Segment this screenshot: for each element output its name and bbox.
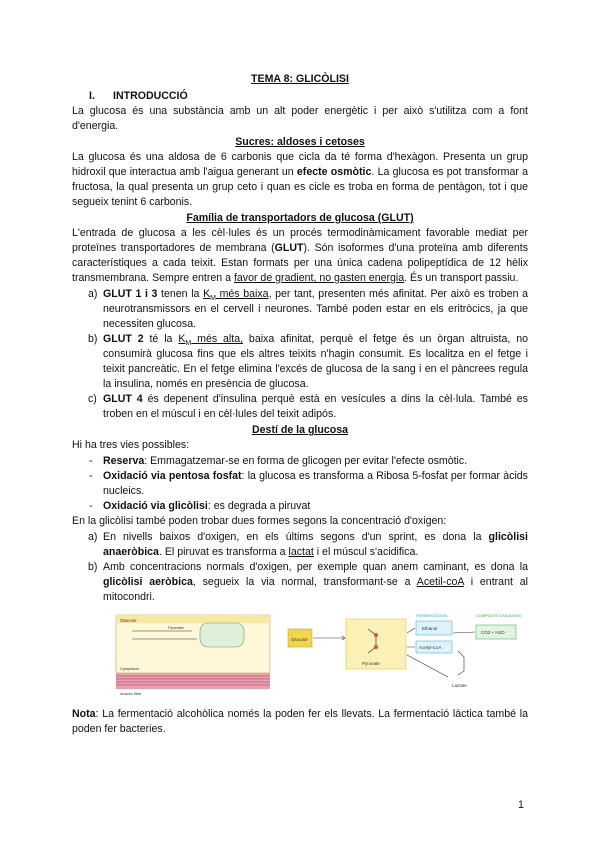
text-run: i el múscul s'acidifica. [313, 546, 419, 558]
text-run: ). Són isoformes d'una proteïna amb diferents característiques a cada teixit. Estan formats per una única cadena polipeptídica de 12 hèlix transmembrana. Sempre entren a [72, 242, 528, 284]
km-symbol: K [178, 333, 186, 345]
bold-term: GLUT 2 [103, 333, 144, 345]
pyruvate-fates-panel [288, 613, 521, 688]
destiny-heading: Destí de la glucosa [252, 424, 348, 436]
text-run: En nivells baixos d'oxigen, en els últims segons d'un sprint, es dona la [103, 531, 489, 543]
bold-term: Reserva [103, 455, 145, 467]
cytoplasm-label: Cytoplasm [120, 666, 139, 671]
ethanol-label: Ethanol [422, 626, 438, 631]
text-run: té la [143, 333, 179, 345]
intro-paragraph: La glucosa és una substància amb un alt poder energètic i per això s'utilitza com a font d'energia. [72, 105, 528, 132]
sugars-paragraph [72, 150, 528, 210]
text-run: : Emmagatzemar-se en forma de glicogen per evitar l'efecte osmòtic. [144, 455, 468, 467]
pyruvate-center-label: Pyruvate [362, 661, 380, 666]
section-title: INTRODUCCIÓ [113, 90, 188, 102]
list-item [72, 469, 528, 499]
list-item [72, 332, 528, 392]
note-paragraph [72, 707, 528, 737]
list-item [72, 454, 528, 469]
text-run: : La fermentació alcohòlica només la poden fer els llevats. La fermentació làctica també la poden fer bacteries. [72, 708, 528, 735]
list-item [72, 499, 528, 514]
bold-term: efecte osmòtic [296, 166, 372, 178]
list-item [72, 530, 528, 560]
oxidation-label: COMPLETE OXIDATION [476, 613, 521, 618]
bold-term: GLUT 1 i 3 [103, 288, 158, 300]
page-number: 1 [518, 799, 524, 811]
underlined-term: lactat [288, 546, 314, 558]
text-run: L'entrada de glucosa a les cèl·lules és un procés termodinàmicament favorable mediat per proteïnes transportadores de membrana ( [72, 227, 528, 254]
text-run: : es degrada a piruvat [207, 500, 311, 512]
text-run: . El piruvat es transforma a [158, 546, 289, 558]
underlined-term: Acetil-coA [416, 576, 464, 588]
bold-term: Oxidació via glicòlisi [103, 500, 208, 512]
glut-heading: Família de transportadors de glucosa (GLUT) [186, 212, 414, 224]
text-run: Amb concentracions normals d'oxigen, per exemple quan anem caminant, es dona la [103, 561, 528, 573]
section-heading [72, 89, 528, 104]
text-run: . La glucosa es pot transformar a fructosa, la qual presenta un grup ceto i quan es cicle es troba en forma de pentàgon, tot i que segueix tenint 6 carbonis. [72, 166, 528, 208]
co2-label: CO2 + H2O [481, 630, 505, 635]
text-run: . És un transport passiu. [404, 272, 519, 284]
section-number: I. [89, 90, 95, 102]
lactate-label: Lactate [452, 683, 467, 688]
list-item [72, 287, 528, 332]
destiny-intro: Hi ha tres vies possibles: [72, 439, 190, 451]
muscle-cell-panel [116, 615, 270, 696]
bold-term: Nota [72, 708, 96, 720]
text-run: tenen la [157, 288, 204, 300]
km-text: més alta, [191, 333, 244, 345]
list-marker: b) [88, 333, 98, 345]
forms-list [72, 530, 528, 605]
pyruvate-label: Pyruvate [168, 625, 184, 630]
text-run: , segueix la via normal, transformant-se a [192, 576, 417, 588]
km-text: més baixa [215, 288, 269, 300]
km-subscript: M [210, 295, 216, 303]
text-run: , per tant, presenten més afinitat. Per això es troben a neurotransmissors en el cervell i neurones. També poden estar en els eritròcics, ja que necessiten glucosa. [103, 288, 528, 330]
km-symbol: K [203, 288, 211, 300]
bold-term: glicòlisi anaeròbica [103, 531, 528, 558]
glucose-label: Glucose [120, 618, 137, 623]
page-title: TEMA 8: GLICÒLISI [251, 73, 349, 85]
list-marker: - [89, 500, 93, 512]
underlined-term: favor de gradient, no gasten energia [233, 272, 405, 284]
forms-intro: En la glicòlisi també poden trobar dues formes segons la concentració d'oxigen: [72, 515, 447, 527]
bold-term: Oxidació via pentosa fosfat [103, 470, 242, 482]
list-marker: - [89, 470, 93, 482]
list-item [72, 392, 528, 422]
bold-term: GLUT [274, 242, 304, 254]
km-subscript: M [185, 340, 192, 348]
text-run: La glucosa és una aldosa de 6 carbonis que cicla da té forma d'hexàgon. Presenta un grup hidroxil que interactua amb l'aigua generant un [72, 151, 528, 178]
list-item [72, 560, 528, 605]
bold-term: GLUT 4 [103, 393, 143, 405]
glut-list [72, 287, 528, 422]
text-run: : la glucosa es transforma a Ribosa 5-fosfat per formar àcids nucleics. [103, 470, 528, 497]
bold-term: glicòlisi aeròbica [103, 576, 193, 588]
km-term [178, 333, 244, 348]
list-marker: b) [88, 561, 98, 573]
muscle-fiber-label: muscle fiber [120, 691, 142, 696]
fermentation-label: FERMENTATION [416, 613, 447, 618]
list-marker: a) [88, 531, 98, 543]
glut-paragraph [72, 226, 528, 286]
text-run: baixa afinitat, perquè el fetge és un òrgan altruista, no consumirà glucosa fins que els altres teixits n'hagin consumit. Es localitza en el fetge i teixit pancreàtic. En el fetge elimina l'excés de glucosa de la sang i en el pàncrees regula la insulina, només en presència de glucosa. [103, 333, 528, 390]
text-run: i entrant al mitocondri. [103, 576, 528, 603]
acetyl-label: Acetyl-CoA [419, 645, 442, 650]
destiny-list [72, 454, 528, 514]
glycolysis-diagram [72, 611, 528, 703]
list-marker: a) [88, 288, 98, 300]
list-marker: - [89, 455, 93, 467]
text-run: és depenent d'insulina perquè està en vesícules a dins la cèl·lula. També es troben en el múscul i en cèl·lules del teixit adipós. [103, 393, 528, 420]
list-marker: c) [88, 393, 97, 405]
sugars-heading: Sucres: aldoses i cetoses [235, 136, 365, 148]
glucose-box-label: Glucose [291, 637, 308, 642]
km-term [203, 288, 269, 303]
page-content [72, 72, 528, 737]
glycolysis-figure [72, 611, 528, 703]
